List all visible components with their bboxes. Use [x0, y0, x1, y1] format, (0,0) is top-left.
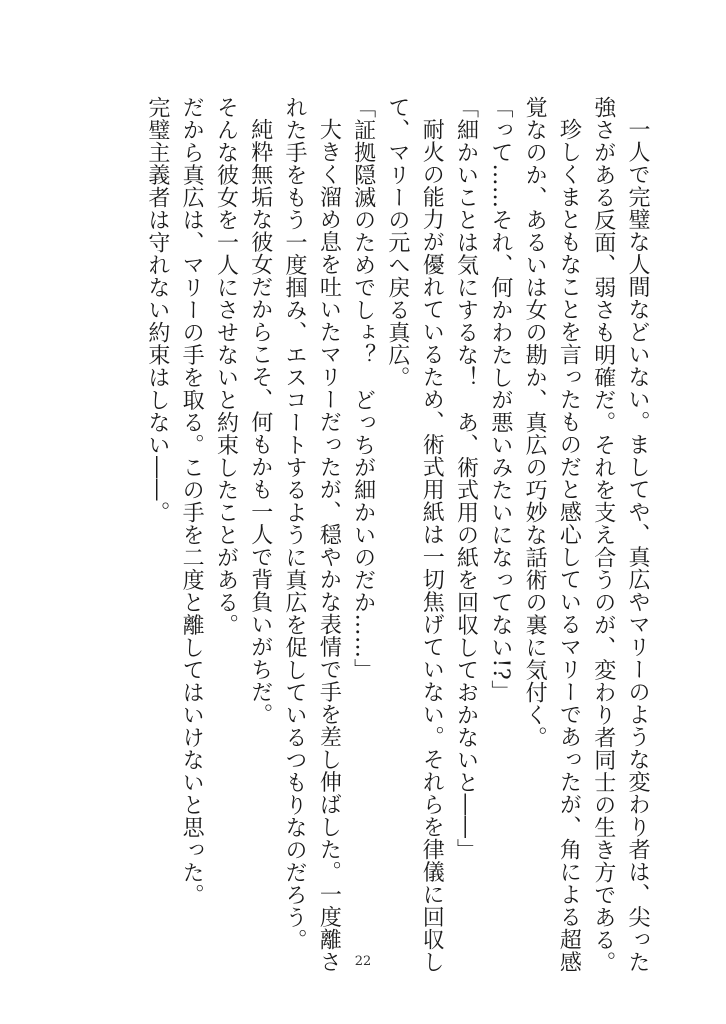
text-line: 完璧主義者は守れない約束はしない――。 — [144, 96, 170, 524]
text-line: 大きく溜め息を吐いたマリーだったが、穏やかな表情で手を差し伸ばした。一度離さ — [316, 118, 342, 973]
text-line: 強さがある反面、弱さも明確だ。それを支え合うのが、変わり者同士の生き方である。 — [590, 96, 616, 974]
dialogue-line: 「証拠隠滅のためでしょ？ どっちが細かいのだか……」 — [350, 96, 376, 681]
text-line: 覚なのか、あるいは女の勘か、真広の巧妙な話術の裏に気付く。 — [522, 96, 548, 749]
text-line: て、マリーの元へ戻る真広。 — [384, 96, 410, 389]
text-line: れた手をもう一度掴み、エスコートするように真広を促しているつもりなのだろう。 — [282, 96, 308, 951]
text-line: 耐火の能力が優れているため、術式用紙は一切焦げていない。それらを律儀に回収し — [419, 118, 445, 973]
text-line: 一人で完璧な人間などいない。ましてや、真広やマリーのような変わり者は、尖った — [625, 118, 650, 973]
dialogue-line: 「細かいことは気にするな！ あ、術式用の紙を回収しておかないと――」 — [453, 96, 479, 861]
dialogue-line: 「って……それ、何かわたしが悪いみたいになってない!?」 — [487, 96, 513, 703]
text-line: 純粋無垢な彼女だからこそ、何もかも一人で背負いがちだ。 — [247, 118, 273, 726]
text-line: そんな彼女を一人にさせないと約束したことがある。 — [213, 96, 239, 636]
page-number: 22 — [354, 954, 372, 969]
text-line: 珍しくまともなことを言ったものだと感心しているマリーであったが、角による超感 — [556, 118, 582, 973]
text-line: だから真広は、マリーの手を取る。この手を二度と離してはいけないと思った。 — [179, 96, 205, 906]
